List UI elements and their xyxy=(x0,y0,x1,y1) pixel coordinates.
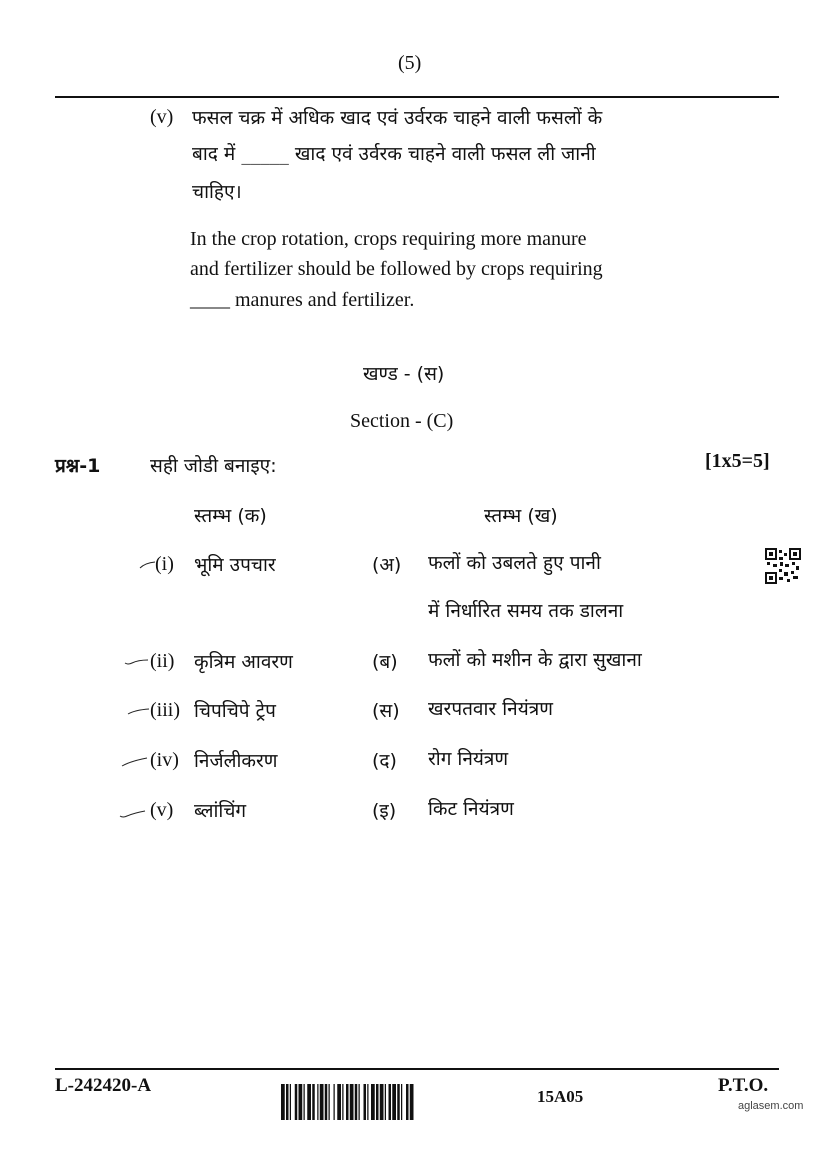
barcode-bar xyxy=(410,1084,414,1120)
barcode-bar xyxy=(286,1084,289,1120)
barcode-bar xyxy=(376,1084,379,1120)
q5-english-line3 xyxy=(190,289,414,312)
section-heading-hindi: खण्ड - (स) xyxy=(363,363,445,385)
col-b-num-1: (अ) xyxy=(372,554,402,576)
barcode-bar xyxy=(304,1084,305,1120)
q5-hindi-line2-post: खाद एवं उर्वरक चाहने वाली फसल ली जानी xyxy=(294,143,596,165)
q5-hindi-line2-pre: बाद में xyxy=(192,143,236,165)
q5-english-line1: In the crop rotation, crops requiring more manure xyxy=(190,228,587,250)
barcode-bar xyxy=(329,1084,330,1120)
barcode-bar xyxy=(346,1084,349,1120)
col-b-item-1-cont: में निर्धारित समय तक डालना xyxy=(428,600,624,622)
col-b-item-2: फलों को मशीन के द्वारा सुखाना xyxy=(428,649,642,671)
barcode-bar xyxy=(312,1084,315,1120)
col-a-num-5: (v) xyxy=(150,799,174,821)
col-b-item-3: खरपतवार नियंत्रण xyxy=(428,698,553,720)
col-b-item-1: फलों को उबलते हुए पानी xyxy=(428,552,601,574)
qr-code xyxy=(765,548,801,584)
barcode-bar xyxy=(281,1084,285,1120)
barcode-bar xyxy=(364,1084,367,1120)
col-a-num-2: (ii) xyxy=(150,650,175,672)
page-number: (5) xyxy=(398,52,422,74)
barcode-bar xyxy=(380,1084,384,1120)
pen-tick-mark xyxy=(119,807,137,817)
barcode-bar xyxy=(397,1084,400,1120)
pen-tick-mark xyxy=(127,706,145,716)
barcode-bar xyxy=(355,1084,358,1120)
q5-hindi-line1: फसल चक्र में अधिक खाद एवं उर्वरक चाहने वाली फसलों के xyxy=(192,107,603,129)
q5-english-line3-text: manures and fertilizer. xyxy=(235,289,415,311)
col-b-num-5: (इ) xyxy=(372,800,397,822)
col-a-item-3: चिपचिपे ट्रेप xyxy=(194,700,276,722)
q5-hindi-line3: चाहिए। xyxy=(192,181,242,203)
q5-hindi-line2 xyxy=(192,140,596,166)
col-b-item-4: रोग नियंत्रण xyxy=(428,748,509,770)
column-a-header: स्तम्भ (क) xyxy=(194,505,267,527)
question-label: प्रश्न-1 xyxy=(55,455,101,477)
col-a-item-5: ब्लांचिंग xyxy=(194,800,247,822)
barcode-bar xyxy=(290,1084,291,1120)
barcode-bar xyxy=(295,1084,298,1120)
barcode-bar xyxy=(342,1084,343,1120)
barcode-bar xyxy=(392,1084,396,1120)
barcode-bar xyxy=(320,1084,324,1120)
barcode-bar xyxy=(325,1084,328,1120)
pen-tick-mark xyxy=(121,756,139,766)
top-rule xyxy=(55,96,779,98)
pen-tick-mark xyxy=(139,560,157,570)
barcode-bar xyxy=(359,1084,360,1120)
pto-label: P.T.O. xyxy=(718,1075,769,1096)
barcode-bar xyxy=(317,1084,318,1120)
barcode-bar xyxy=(367,1084,368,1120)
col-a-item-4: निर्जलीकरण xyxy=(194,750,278,772)
watermark: aglasem.com xyxy=(738,1100,804,1112)
barcode xyxy=(281,1084,513,1120)
col-b-num-2: (ब) xyxy=(372,651,398,673)
col-a-num-4: (iv) xyxy=(150,749,179,771)
barcode-bar xyxy=(350,1084,354,1120)
barcode-bar xyxy=(406,1084,409,1120)
q5-english-blank: ____ xyxy=(190,289,230,311)
col-b-num-4: (द) xyxy=(372,750,397,772)
barcode-bar xyxy=(299,1084,303,1120)
col-b-item-5: किट नियंत्रण xyxy=(428,798,514,820)
col-b-num-3: (स) xyxy=(372,700,400,722)
barcode-bar xyxy=(334,1084,335,1120)
question-marks: [1x5=5] xyxy=(705,450,770,472)
set-code: 15A05 xyxy=(537,1087,584,1106)
q5-number: (v) xyxy=(150,106,174,128)
col-a-item-2: कृत्रिम आवरण xyxy=(194,651,293,673)
barcode-bar xyxy=(371,1084,375,1120)
col-a-item-1: भूमि उपचार xyxy=(194,554,276,576)
q5-english-line2: and fertilizer should be followed by crops requiring xyxy=(190,258,603,280)
question-instruction: सही जोडी बनाइए: xyxy=(150,455,277,477)
barcode-bar xyxy=(337,1084,341,1120)
column-b-header: स्तम्भ (ख) xyxy=(484,505,558,527)
pen-tick-mark xyxy=(124,656,142,666)
col-a-num-1: (i) xyxy=(155,553,174,575)
barcode-bar xyxy=(385,1084,386,1120)
bottom-rule xyxy=(55,1068,779,1070)
q5-hindi-blank: _____ xyxy=(241,143,289,165)
paper-code: L-242420-A xyxy=(55,1075,152,1096)
barcode-bar xyxy=(389,1084,392,1120)
col-a-num-3: (iii) xyxy=(150,699,180,721)
section-heading-english: Section - (C) xyxy=(350,410,454,432)
barcode-bar xyxy=(401,1084,402,1120)
barcode-bar xyxy=(307,1084,311,1120)
